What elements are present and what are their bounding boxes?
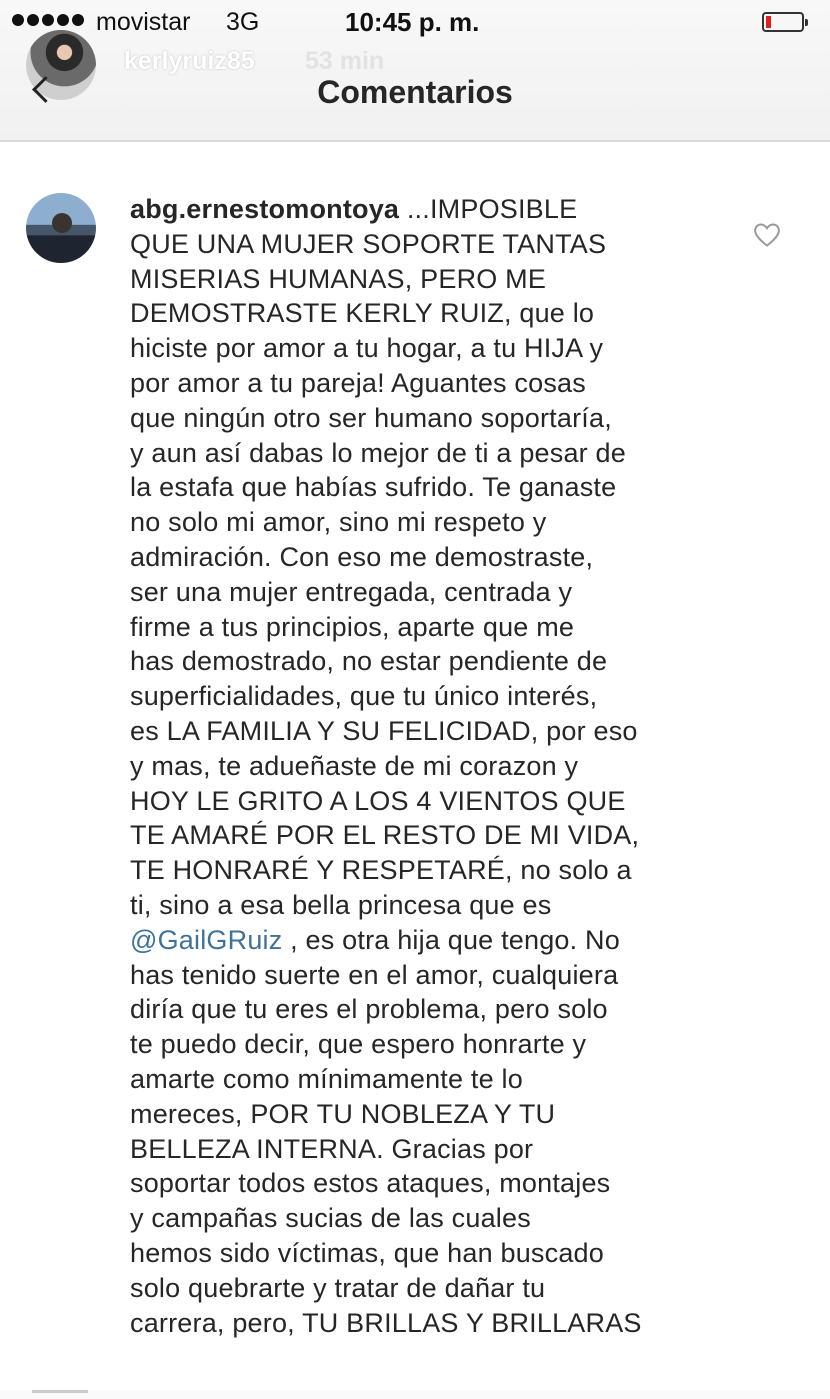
comment-text-part-2: , es otra hija que tengo. No has tenido suerte en el amor, cualquiera diría que tu eres el problema, pero solo te puedo decir, que espero honrarte y amarte como mínimamente te lo mereces, POR TU NOBLEZA Y TU BELLEZA INTERNA. Gracias por soportar todos estos ataques, montajes y campañas sucias de las cuales hemos sido víctimas, que han buscado solo quebrarte y tratar de dañar tu carrera, pero, TU BRILLAS Y BRILLARAS [130, 924, 642, 1338]
signal-strength-icon [12, 14, 84, 26]
carrier-name: movistar [96, 8, 191, 36]
status-bar [0, 0, 830, 44]
story-timestamp: 53 min [305, 47, 385, 75]
story-username[interactable]: kerlyruiz85 [124, 47, 255, 75]
heart-outline-icon[interactable] [752, 220, 782, 250]
comment-text-part-1: ...IMPOSIBLE QUE UNA MUJER SOPORTE TANTAS MISERIAS HUMANAS, PERO ME DEMOSTRASTE KERLY RUIZ, que lo hiciste por amor a tu hogar, a tu HIJA y por amor a tu pareja! Aguantes cosas que ningún otro ser humano soportaría, y aun así dabas lo mejor de ti a pesar de la estafa que habías sufrido. Te ganaste no solo mi amor, sino mi respeto y admiración. Con eso me demostraste, ser una mujer entregada, centrada y firme a tus principios, aparte que me has demostrado, no estar pendiente de superficialidades, que tu único interés, es LA FAMILIA Y SU FELICIDAD, por eso y mas, te adueñaste de mi corazon y HOY LE GRITO A LOS 4 VIENTOS QUE TE AMARÉ POR EL RESTO DE MI VIDA, TE HONRARÉ Y RESPETARÉ, no solo a ti, sino a esa bella princesa que es [130, 194, 640, 920]
page-title: Comentarios [317, 74, 513, 110]
battery-icon [762, 12, 804, 32]
status-time: 10:45 p. m. [345, 7, 480, 37]
bottom-bar [0, 1390, 830, 1399]
comment-body [130, 192, 740, 1340]
comment-username[interactable]: abg.ernestomontoya [130, 194, 400, 224]
comment-mention-link[interactable]: @GailGRuiz [130, 924, 283, 955]
commenter-avatar[interactable] [26, 193, 96, 263]
comments-header [0, 0, 830, 142]
network-type: 3G [226, 8, 260, 36]
